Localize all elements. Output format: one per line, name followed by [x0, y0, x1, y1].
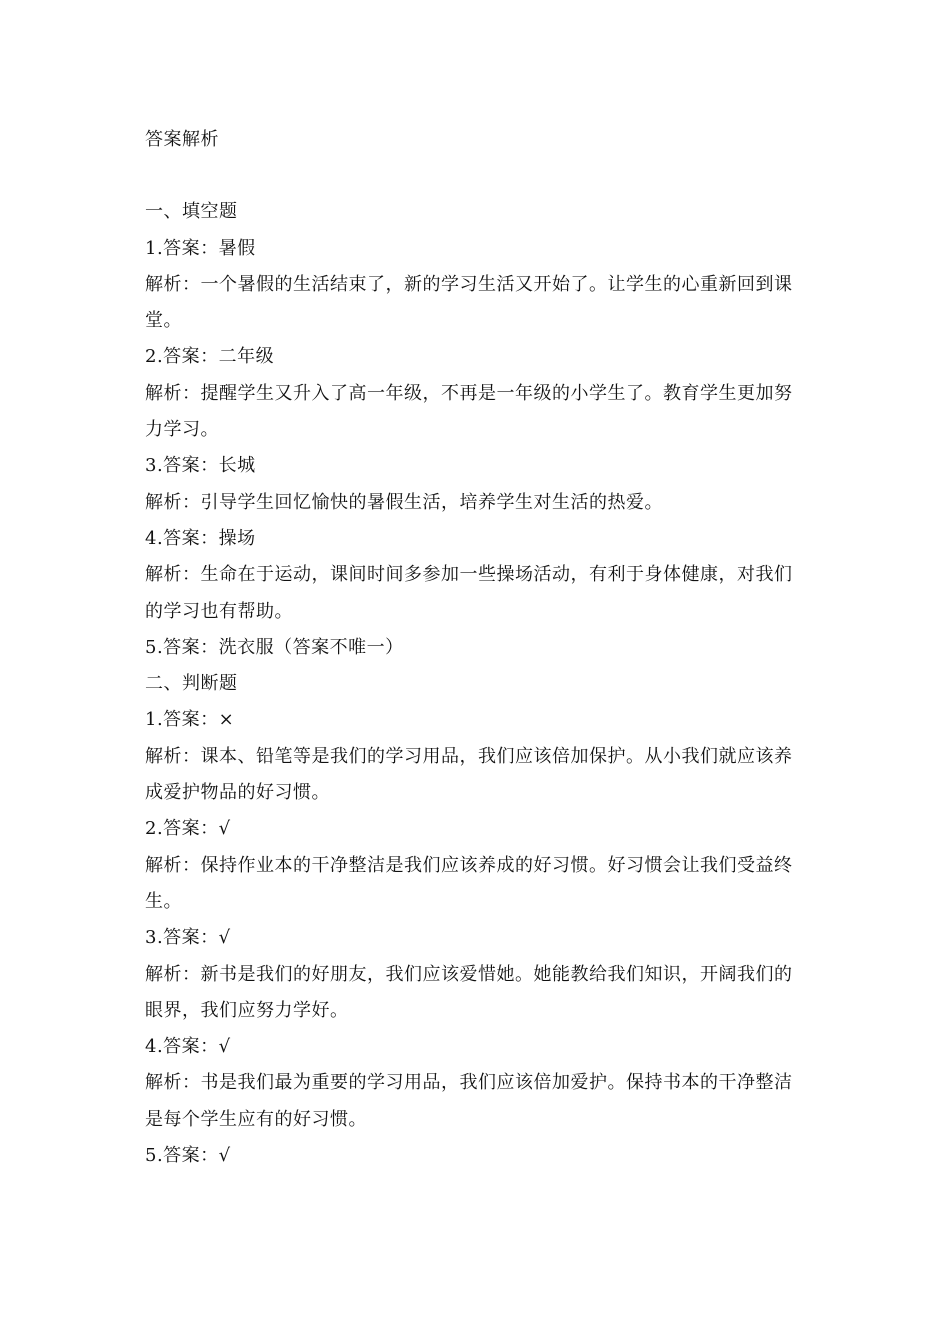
explanation-line: 解析：课本、铅笔等是我们的学习用品，我们应该倍加保护。从小我们就应该养成爱护物品的好习惯。 [145, 745, 793, 804]
answer-item [145, 339, 805, 448]
answer-line: 3.答案：√ [145, 927, 231, 949]
answer-item [145, 811, 805, 920]
explanation-line: 解析：新书是我们的好朋友，我们应该爱惜她。她能教给我们知识，开阔我们的眼界，我们应努力学好。 [145, 963, 793, 1021]
answer-line: 3.答案：长城 [145, 455, 256, 477]
explanation-line: 解析：引导学生回忆愉快的暑假生活，培养学生对生活的热爱。 [145, 491, 663, 513]
explanation-line: 解析：生命在于运动，课间时间多参加一些操场活动，有利于身体健康，对我们的学习也有帮助。 [145, 564, 793, 622]
answer-item [145, 521, 805, 630]
section-heading: 二、判断题 [145, 673, 238, 695]
answer-item [145, 1138, 805, 1174]
explanation-line: 解析：一个暑假的生活结束了，新的学习生活又开始了。让学生的心重新回到课堂。 [145, 273, 793, 332]
explanation-line: 解析：书是我们最为重要的学习用品，我们应该倍加爱护。保持书本的干净整洁是每个学生应有的好习惯。 [145, 1072, 793, 1130]
answer-item [145, 1029, 805, 1138]
section-fill-in-blank [145, 194, 805, 666]
answer-item [145, 702, 805, 811]
answer-line: 4.答案：操场 [145, 527, 256, 549]
answer-line: 5.答案：√ [145, 1145, 231, 1167]
answer-line: 1.答案：暑假 [145, 237, 256, 259]
document-title: 答案解析 [145, 129, 219, 150]
answer-item [145, 920, 805, 1029]
document-content [145, 122, 805, 1174]
answer-item [145, 630, 805, 666]
answer-line: 5.答案：洗衣服（答案不唯一） [145, 636, 404, 658]
section-true-false [145, 666, 805, 1174]
answer-item [145, 448, 805, 521]
answer-line: 4.答案：√ [145, 1036, 231, 1058]
explanation-line: 解析：提醒学生又升入了高一年级，不再是一年级的小学生了。教育学生更加努力学习。 [145, 382, 793, 441]
answer-line: 2.答案：√ [145, 818, 231, 840]
section-heading: 一、填空题 [145, 201, 238, 223]
answer-item [145, 231, 805, 340]
answer-line: 1.答案：× [145, 709, 235, 731]
explanation-line: 解析：保持作业本的干净整洁是我们应该养成的好习惯。好习惯会让我们受益终生。 [145, 854, 793, 912]
answer-line: 2.答案：二年级 [145, 346, 275, 368]
